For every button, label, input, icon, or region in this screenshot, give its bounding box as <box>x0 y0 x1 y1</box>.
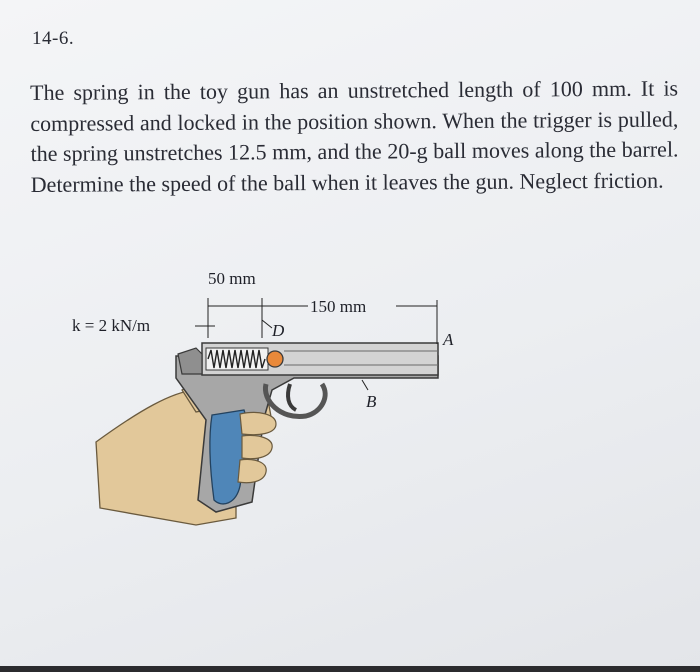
leader-b <box>362 380 368 390</box>
point-b-label: B <box>366 392 377 411</box>
leader-d <box>262 320 272 328</box>
spring-constant-label: k = 2 kN/m <box>72 316 151 335</box>
photo-bottom-edge <box>0 666 700 672</box>
dim-label-150: 150 mm <box>310 297 367 316</box>
dim-label-50: 50 mm <box>208 269 256 288</box>
point-a-label: A <box>443 330 454 349</box>
ball <box>267 351 283 367</box>
point-d-label: D <box>272 321 285 340</box>
trigger <box>288 384 296 410</box>
finger-2 <box>242 436 272 459</box>
finger-1 <box>240 412 276 434</box>
problem-number: 14-6. <box>32 28 75 49</box>
toy-gun-figure <box>0 250 700 550</box>
finger-3 <box>238 460 266 483</box>
gun-hammer <box>178 348 202 374</box>
problem-statement: The spring in the toy gun has an unstretched length of 100 mm. It is compressed and locked in the position shown. When the trigger is pulled, the spring unstretches 12.5 mm, and the 20-g ball moves along the barrel. Determine the speed of the ball when it leaves the gun. Neglect friction. <box>30 75 679 197</box>
